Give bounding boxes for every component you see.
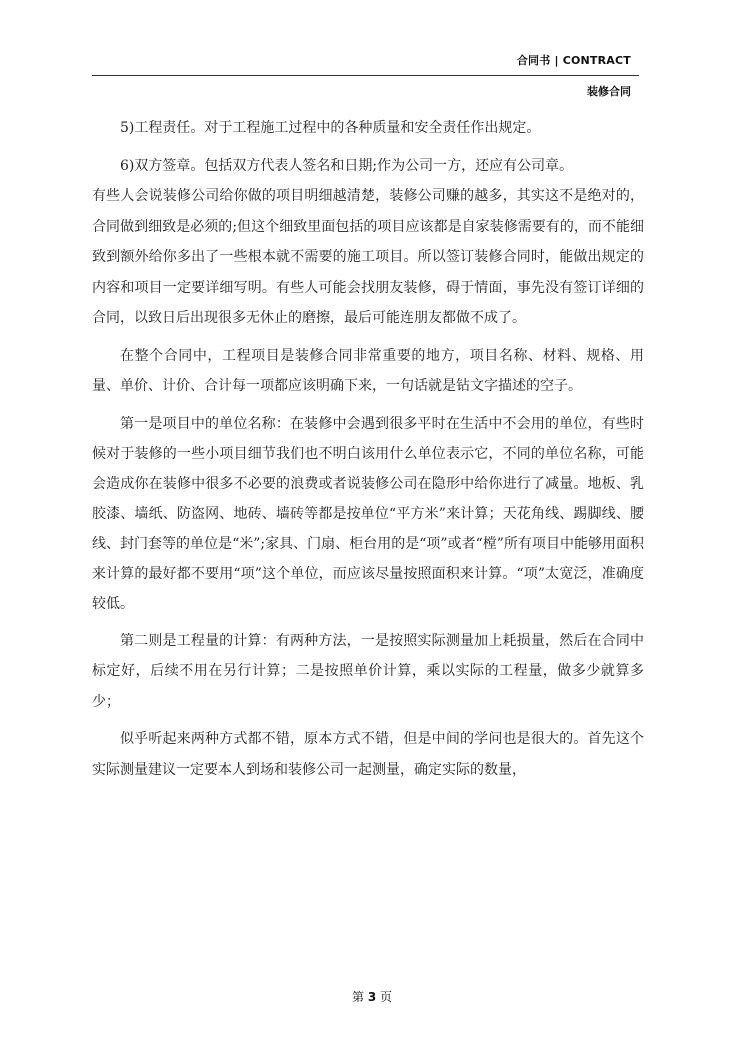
header-title: 合同书 | CONTRACT xyxy=(516,54,631,67)
footer-prefix: 第 xyxy=(351,990,364,1004)
document-body xyxy=(92,113,644,792)
paragraph-detail-note: 有些人会说装修公司给你做的项目明细越清楚，装修公司赚的越多，其实这不是绝对的，合同做到细致是必须的;但这个细致里面包括的项目应该都是自家装修需要有的，而不能细致到额外给你多出了一些根本就不需要的施工项目。所以签订装修合同时，能做出规定的内容和项目一定要详细写明。有些人可能会找朋友装修，碍于情面，事先没有签订详细的合同，以致日后出现很多无休止的磨擦，最后可能连朋友都做不成了。 xyxy=(92,188,644,326)
page-footer xyxy=(0,988,744,1005)
paragraph-quantity-calc: 第二则是工程量的计算：有两种方法，一是按照实际测量加上耗损量，然后在合同中标定好，后续不用在另行计算；二是按照单价计算，乘以实际的工程量，做多少就算多少； xyxy=(92,632,644,710)
header-subtitle: 装修合同 xyxy=(587,85,631,98)
page-header xyxy=(92,52,639,98)
paragraph-unit-names: 第一是项目中的单位名称：在装修中会遇到很多平时在生活中不会用的单位，有些时候对于装修的一些小项目细节我们也不明白该用什么单位表示它，不同的单位名称，可能会造成你在装修中很多不必要的浪费或者说装修公司在隐形中给你进行了减量。地板、乳胶漆、墙纸、防盗网、地砖、墙砖等都是按单位“平方米”来计算；天花角线、踢脚线、腰线、封门套等的单位是“米”;家具、门扇、柜台用的是“项”或者“樘”所有项目中能够用面积来计算的最好都不要用“项”这个单位，而应该尽量按照面积来计算。“项”太宽泛，准确度较低。 xyxy=(92,415,644,612)
footer-suffix: 页 xyxy=(380,990,393,1004)
paragraph-engineering-responsibility: 5)工程责任。对于工程施工过程中的各种质量和安全责任作出规定。 xyxy=(120,120,541,136)
page-number: 3 xyxy=(367,990,377,1004)
paragraph-measurement: 似乎听起来两种方式都不错，原本方式不错，但是中间的学问也是很大的。首先这个实际测量建议一定要本人到场和装修公司一起测量，确定实际的数量， xyxy=(92,731,644,778)
paragraph-signatures: 6)双方签章。包括双方代表人签名和日期;作为公司一方，还应有公司章。 xyxy=(120,157,574,174)
paragraph-project-items: 在整个合同中，工程项目是装修合同非常重要的地方，项目名称、材料、规格、用量、单价、计价、合计每一项都应该明确下来，一句话就是钻文字描述的空子。 xyxy=(92,347,644,394)
header-divider xyxy=(92,75,639,76)
